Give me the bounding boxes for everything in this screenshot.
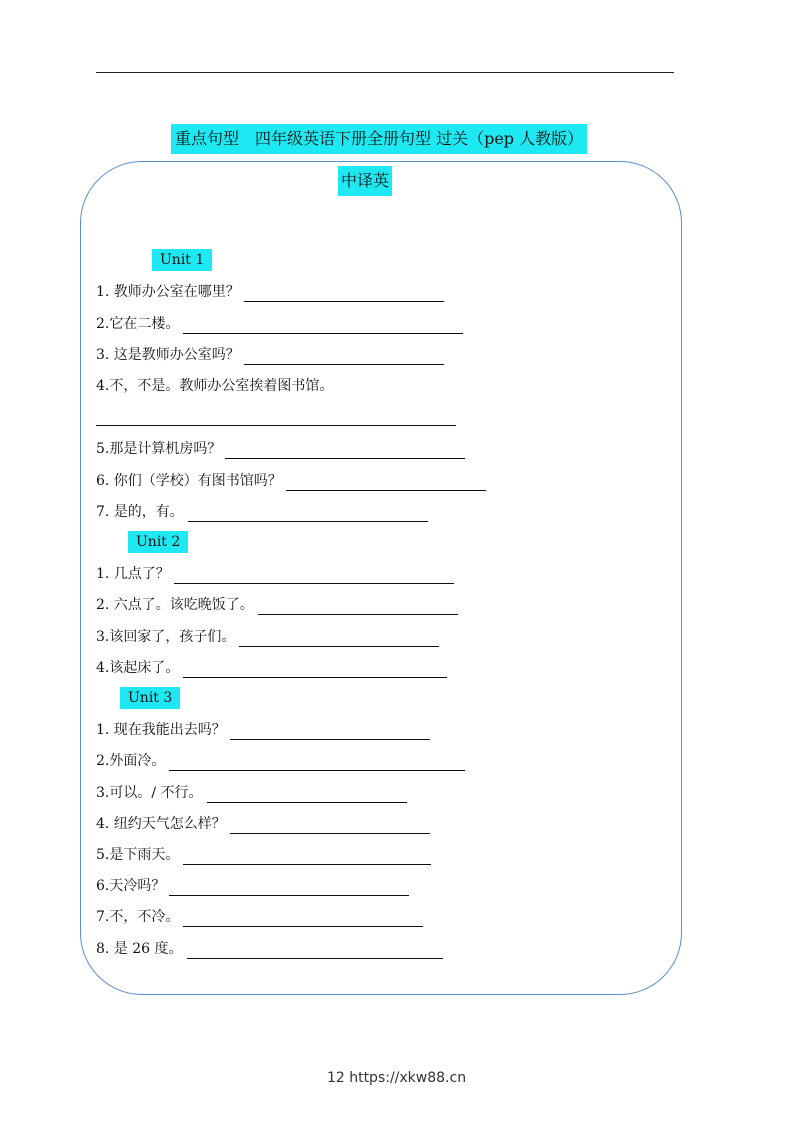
question-text: 6.天冷吗？ <box>96 878 166 894</box>
answer-blank[interactable] <box>188 506 428 522</box>
question-text: 3.该回家了，孩子们。 <box>96 629 236 645</box>
question-text: 6. 你们（学校）有图书馆吗？ <box>96 473 282 489</box>
answer-blank[interactable] <box>230 724 430 740</box>
question-text: 2.外面冷。 <box>96 753 166 769</box>
answer-blank[interactable] <box>183 849 431 865</box>
question-row <box>96 845 431 865</box>
question-row <box>96 907 423 927</box>
question-row <box>96 439 465 459</box>
answer-blank[interactable] <box>258 599 458 615</box>
question-row <box>96 502 428 522</box>
question-row <box>96 314 463 334</box>
question-text: 4. 纽约天气怎么样？ <box>96 816 226 832</box>
question-text: 5.是下雨天。 <box>96 847 180 863</box>
question-row <box>96 345 444 365</box>
answer-blank[interactable] <box>239 631 439 647</box>
answer-blank[interactable] <box>96 425 456 426</box>
question-text: 5.那是计算机房吗？ <box>96 441 222 457</box>
answer-blank[interactable] <box>183 662 447 678</box>
question-text: 1. 几点了？ <box>96 566 170 582</box>
answer-blank[interactable] <box>169 755 465 771</box>
question-row <box>96 564 454 584</box>
answer-blank[interactable] <box>169 880 409 896</box>
question-text: 4.该起床了。 <box>96 660 180 676</box>
question-row <box>96 814 430 834</box>
page-title: 重点句型 四年级英语下册全册句型 过关（pep 人教版） <box>171 124 587 154</box>
answer-blank[interactable] <box>230 818 430 834</box>
answer-blank[interactable] <box>183 911 423 927</box>
question-text: 8. 是 26 度。 <box>96 941 183 957</box>
question-text: 1. 现在我能出去吗？ <box>96 722 226 738</box>
answer-blank[interactable] <box>225 443 465 459</box>
answer-blank[interactable] <box>187 943 443 959</box>
question-text: 4.不，不是。教师办公室挨着图书馆。 <box>96 378 334 394</box>
question-row <box>96 658 447 678</box>
page-subtitle: 中译英 <box>338 166 392 196</box>
answer-blank[interactable] <box>286 475 486 491</box>
question-row <box>96 282 444 302</box>
top-rule <box>96 72 674 73</box>
answer-blank[interactable] <box>244 349 444 365</box>
question-text: 2.它在二楼。 <box>96 316 180 332</box>
question-row <box>96 471 486 491</box>
question-text: 7.不，不冷。 <box>96 909 180 925</box>
question-row <box>96 627 439 647</box>
answer-blank[interactable] <box>207 787 407 803</box>
question-row <box>96 783 407 803</box>
question-text: 3. 这是教师办公室吗？ <box>96 347 240 363</box>
question-row <box>96 376 333 396</box>
question-row <box>96 876 409 896</box>
answer-blank[interactable] <box>174 568 454 584</box>
question-row <box>96 939 443 959</box>
question-text: 7. 是的，有。 <box>96 504 184 520</box>
unit-3-label: Unit 3 <box>120 687 180 709</box>
question-row <box>96 720 430 740</box>
question-text: 1. 教师办公室在哪里？ <box>96 284 240 300</box>
unit-1-label: Unit 1 <box>152 249 212 271</box>
question-row <box>96 595 458 615</box>
answer-blank[interactable] <box>183 318 463 334</box>
question-text: 2. 六点了。该吃晚饭了。 <box>96 597 254 613</box>
answer-blank[interactable] <box>244 286 444 302</box>
page-footer[interactable]: 12 https://xkw88.cn <box>326 1070 467 1086</box>
unit-2-label: Unit 2 <box>128 531 188 553</box>
question-text: 3.可以。/ 不行。 <box>96 785 203 801</box>
question-row <box>96 751 465 771</box>
